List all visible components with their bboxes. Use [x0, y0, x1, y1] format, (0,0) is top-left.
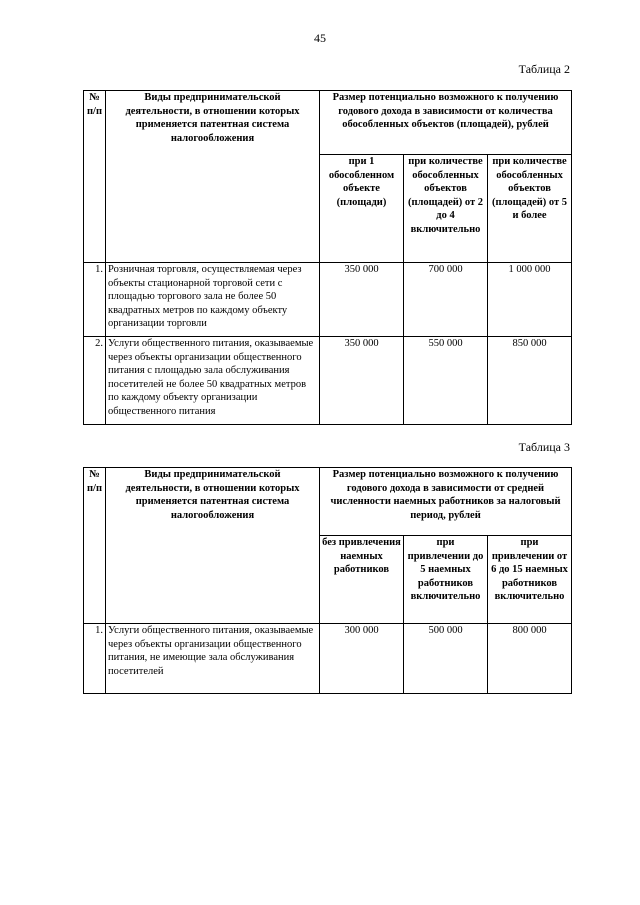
sub-col-header-1: без привлечения наемных работников [320, 536, 404, 624]
table-row [84, 624, 572, 694]
sub-col-header-1: при 1 обособленном объекте (площади) [320, 155, 404, 263]
row-value-1: 350 000 [320, 337, 404, 425]
row-value-3: 850 000 [488, 337, 572, 425]
table-2-label: Таблица 2 [518, 62, 570, 76]
col-income-group-header: Размер потенциально возможного к получению годового дохода в зависимости от количества обособленных объектов (площадей), рублей [320, 91, 572, 155]
row-value-3: 800 000 [488, 624, 572, 694]
table-3-label: Таблица 3 [518, 440, 570, 454]
table-2 [83, 90, 572, 425]
sub-col-header-3: при привлечении от 6 до 15 наемных работников включительно [488, 536, 572, 624]
sub-col-header-2: при количестве обособленных объектов (площадей) от 2 до 4 включительно [404, 155, 488, 263]
row-number: 1. [84, 263, 106, 337]
row-value-2: 550 000 [404, 337, 488, 425]
table-3 [83, 467, 572, 694]
row-number: 2. [84, 337, 106, 425]
row-value-2: 700 000 [404, 263, 488, 337]
sub-col-header-3: при количестве обособленных объектов (площадей) от 5 и более [488, 155, 572, 263]
col-number-header: № п/п [84, 468, 106, 624]
row-activity: Услуги общественного питания, оказываемые через объекты организации общественного питания, не имеющие зала обслуживания посетителей [106, 624, 320, 694]
row-activity: Розничная торговля, осуществляемая через объекты стационарной торговой сети с площадью торгового зала не более 50 квадратных метров по каждому объекту организации торговли [106, 263, 320, 337]
col-activity-header: Виды предпринимательской деятельности, в отношении которых применяется патентная система налогообложения [106, 91, 320, 263]
table-row [84, 263, 572, 337]
row-activity: Услуги общественного питания, оказываемые через объекты организации общественного питания с площадью зала обслуживания посетителей не более 50 квадратных метров по каждому объекту организации общественного питания [106, 337, 320, 425]
col-income-group-header: Размер потенциально возможного к получению годового дохода в зависимости от средней численности наемных работников за налоговый период, рублей [320, 468, 572, 536]
row-value-1: 350 000 [320, 263, 404, 337]
row-value-3: 1 000 000 [488, 263, 572, 337]
col-number-header: № п/п [84, 91, 106, 263]
table-row [84, 337, 572, 425]
page-number: 45 [314, 31, 326, 45]
col-activity-header: Виды предпринимательской деятельности, в отношении которых применяется патентная система налогообложения [106, 468, 320, 624]
sub-col-header-2: при привлечении до 5 наемных работников включительно [404, 536, 488, 624]
row-value-2: 500 000 [404, 624, 488, 694]
row-number: 1. [84, 624, 106, 694]
row-value-1: 300 000 [320, 624, 404, 694]
